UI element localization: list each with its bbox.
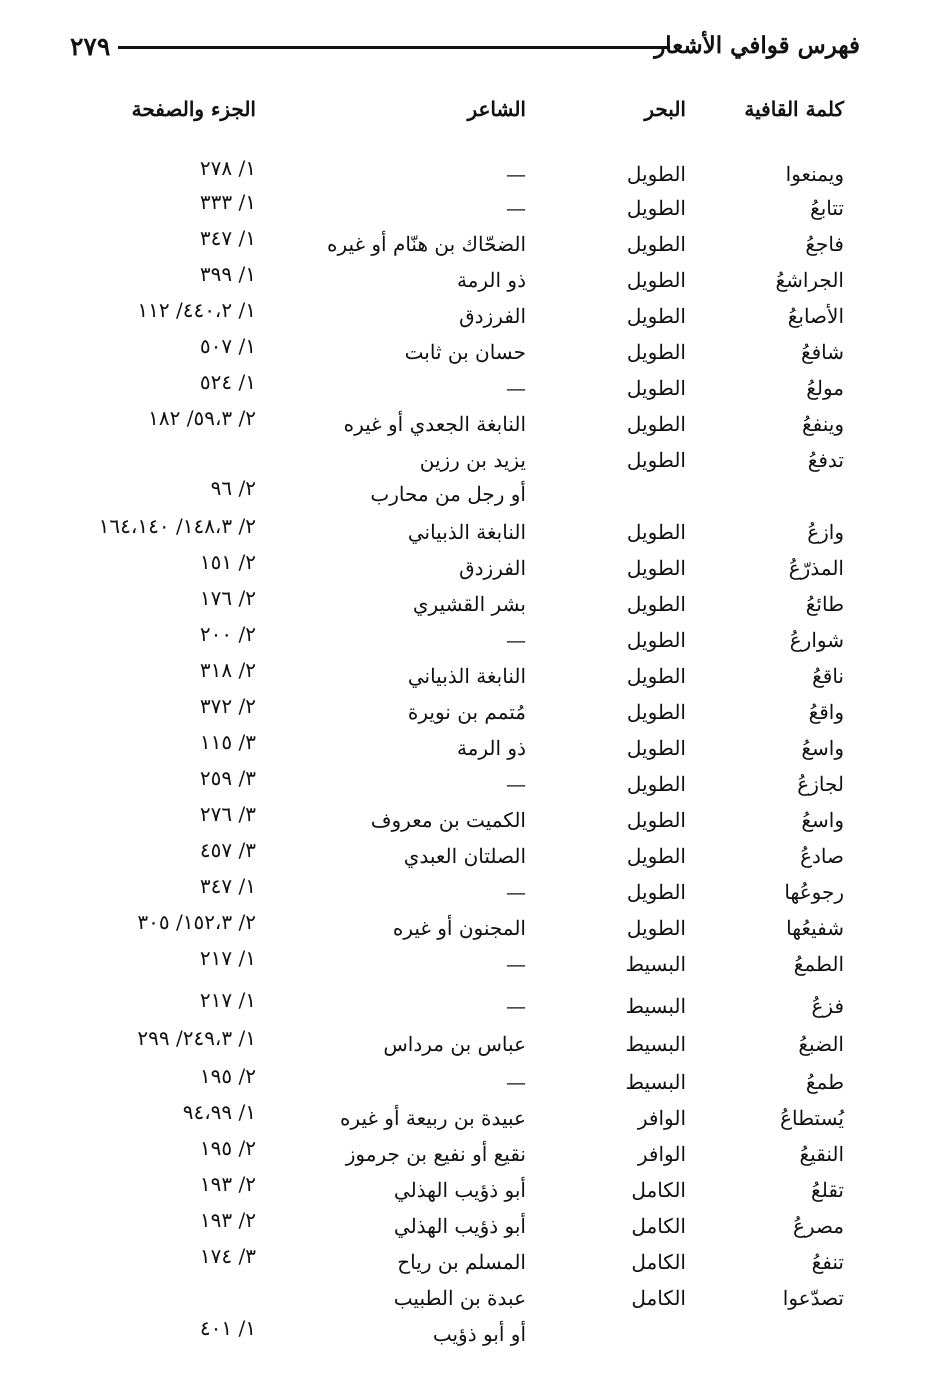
poet-name: الصلتان العبدي bbox=[403, 844, 526, 868]
meter: الطويل bbox=[626, 412, 686, 436]
volume-page-ref: ١/ ٢١٧ bbox=[199, 988, 256, 1012]
rhyme-word: الضبعُ bbox=[798, 1032, 844, 1056]
rhyme-word: طمعُ bbox=[805, 1070, 844, 1094]
volume-page-ref bbox=[26, 440, 256, 468]
meter: الطويل bbox=[626, 700, 686, 724]
rhyme-word bbox=[674, 1320, 844, 1348]
rhyme-word: شوارعُ bbox=[789, 628, 844, 652]
meter: الطويل bbox=[626, 592, 686, 616]
rhyme-word: صادعُ bbox=[800, 844, 844, 868]
meter: الطويل bbox=[626, 556, 686, 580]
volume-page-ref: ٢/ ٣١٨ bbox=[199, 658, 256, 682]
volume-page-ref: ١/ ٣٣٣ bbox=[199, 190, 256, 214]
rhyme-word: مولعُ bbox=[806, 376, 844, 400]
meter: الطويل bbox=[626, 880, 686, 904]
poet-name: — bbox=[506, 952, 526, 976]
meter: الطويل bbox=[626, 304, 686, 328]
poet-name: بشر القشيري bbox=[412, 592, 526, 616]
meter: الطويل bbox=[626, 196, 686, 220]
meter: الطويل bbox=[626, 232, 686, 256]
volume-page-ref: ٢/ ١٤٨،٣/ ١٦٤،١٤٠ bbox=[98, 514, 256, 538]
rhyme-word: شفيعُها bbox=[786, 916, 844, 940]
meter: الطويل bbox=[626, 664, 686, 688]
meter bbox=[576, 1320, 686, 1348]
rhyme-word: تتابعُ bbox=[810, 196, 844, 220]
rhyme-word: تقلعُ bbox=[811, 1178, 844, 1202]
page-title: فهرس قوافي الأشعار bbox=[654, 32, 860, 59]
meter: الطويل bbox=[626, 268, 686, 292]
meter: الطويل bbox=[626, 520, 686, 544]
volume-page-ref: ٢/ ١٧٦ bbox=[199, 586, 256, 610]
meter: الطويل bbox=[626, 736, 686, 760]
rhyme-word: شافعُ bbox=[800, 340, 844, 364]
volume-page-ref: ٣/ ٢٥٩ bbox=[199, 766, 256, 790]
volume-page-ref: ١/ ٥٢٤ bbox=[199, 370, 256, 394]
rhyme-word: وينفعُ bbox=[801, 412, 844, 436]
rhyme-word: فاجعُ bbox=[805, 232, 844, 256]
volume-page-ref: ٢/ ١٥٢،٣/ ٣٠٥ bbox=[137, 910, 256, 934]
volume-page-ref: ٣/ ٢٧٦ bbox=[199, 802, 256, 826]
volume-page-ref: ١/ ٣٤٧ bbox=[199, 226, 256, 250]
column-header-poet: الشاعر bbox=[467, 97, 526, 121]
volume-page-ref: ١/ ٤٤٠،٢/ ١١٢ bbox=[137, 298, 256, 322]
volume-page-ref: ١/ ٢٧٨ bbox=[199, 156, 256, 180]
rhyme-word: الأصابعُ bbox=[787, 304, 844, 328]
poet-name: — bbox=[506, 376, 526, 400]
rhyme-word: يُستطاعُ bbox=[780, 1106, 844, 1130]
rhyme-word: لجازعُ bbox=[797, 772, 844, 796]
meter: البسيط bbox=[625, 1070, 686, 1094]
rhyme-word: واسعُ bbox=[801, 808, 844, 832]
meter: الوافر bbox=[637, 1106, 686, 1130]
meter bbox=[576, 480, 686, 508]
poet-name: عبدة بن الطبيب bbox=[393, 1286, 526, 1310]
poet-name: نقيع أو نفيع بن جرموز bbox=[345, 1142, 526, 1166]
rhyme-word: واسعُ bbox=[801, 736, 844, 760]
poet-name: المسلم بن رياح bbox=[397, 1250, 526, 1274]
volume-page-ref: ١/ ٩٤،٩٩ bbox=[182, 1100, 256, 1124]
meter: البسيط bbox=[625, 952, 686, 976]
page-number: ٢٧٩ bbox=[70, 32, 111, 61]
rhyme-word: مصرعُ bbox=[792, 1214, 844, 1238]
poet-name: — bbox=[506, 880, 526, 904]
poet-name: — bbox=[506, 196, 526, 220]
rhyme-word: المذرّعُ bbox=[788, 556, 844, 580]
volume-page-ref: ٢/ ١٩٣ bbox=[199, 1172, 256, 1196]
poet-name: النابغة الذبياني bbox=[407, 664, 526, 688]
poet-name: — bbox=[506, 628, 526, 652]
poet-name: الكميت بن معروف bbox=[370, 808, 526, 832]
volume-page-ref: ٢/ ٣٧٢ bbox=[199, 694, 256, 718]
poet-name: — bbox=[506, 162, 526, 186]
poet-name: النابغة الجعدي أو غيره bbox=[343, 412, 526, 436]
meter: الطويل bbox=[626, 844, 686, 868]
volume-page-ref: ٣/ ١١٥ bbox=[199, 730, 256, 754]
volume-page-ref: ٢/ ٥٩،٣/ ١٨٢ bbox=[148, 406, 256, 430]
volume-page-ref: ١/ ٤٠١ bbox=[199, 1316, 256, 1340]
poet-name: أبو ذؤيب الهذلي bbox=[393, 1214, 526, 1238]
poet-name: مُتمم بن نويرة bbox=[407, 700, 526, 724]
poet-name: ذو الرمة bbox=[456, 736, 526, 760]
meter: الطويل bbox=[626, 772, 686, 796]
rhyme-word: فزعُ bbox=[811, 994, 844, 1018]
rhyme-word: تنفعُ bbox=[811, 1250, 844, 1274]
volume-page-ref: ٢/ ١٩٣ bbox=[199, 1208, 256, 1232]
meter: الطويل bbox=[626, 340, 686, 364]
rhyme-word: النقيعُ bbox=[799, 1142, 844, 1166]
rhyme-word: الطمعُ bbox=[793, 952, 844, 976]
rhyme-word: طائعُ bbox=[805, 592, 844, 616]
volume-page-ref: ٢/ ١٩٥ bbox=[199, 1136, 256, 1160]
meter: الطويل bbox=[626, 448, 686, 472]
poet-name: النابغة الذبياني bbox=[407, 520, 526, 544]
rhyme-word: ويمنعوا bbox=[785, 162, 844, 186]
meter: الوافر bbox=[637, 1142, 686, 1166]
volume-page-ref: ٢/ ١٩٥ bbox=[199, 1064, 256, 1088]
meter: البسيط bbox=[625, 994, 686, 1018]
poet-name: أبو ذؤيب الهذلي bbox=[393, 1178, 526, 1202]
volume-page-ref: ١/ ٥٠٧ bbox=[199, 334, 256, 358]
meter: الطويل bbox=[626, 916, 686, 940]
volume-page-ref: ٣/ ١٧٤ bbox=[199, 1244, 256, 1268]
poet-name: — bbox=[506, 772, 526, 796]
meter: الكامل bbox=[631, 1250, 686, 1274]
rhyme-word: رجوعُها bbox=[784, 880, 844, 904]
meter: الطويل bbox=[626, 808, 686, 832]
column-header-volume-page: الجزء والصفحة bbox=[131, 97, 256, 121]
rhyme-word: تدفعُ bbox=[807, 448, 844, 472]
rhyme-word bbox=[674, 480, 844, 508]
volume-page-ref: ٢/ ١٥١ bbox=[199, 550, 256, 574]
poet-name: حسان بن ثابت bbox=[404, 340, 526, 364]
volume-page-ref: ٢/ ٢٠٠ bbox=[199, 622, 256, 646]
meter: الكامل bbox=[631, 1178, 686, 1202]
poet-name: يزيد بن رزين bbox=[419, 448, 526, 472]
volume-page-ref: ١/ ٣٩٩ bbox=[199, 262, 256, 286]
meter: الطويل bbox=[626, 162, 686, 186]
poet-name: المجنون أو غيره bbox=[392, 916, 526, 940]
volume-page-ref: ٢/ ٩٦ bbox=[210, 476, 256, 500]
meter: الطويل bbox=[626, 628, 686, 652]
rhyme-word: تصدّعوا bbox=[782, 1286, 844, 1310]
poet-name: — bbox=[506, 994, 526, 1018]
poet-name: الفرزدق bbox=[459, 556, 526, 580]
poet-name: — bbox=[506, 1070, 526, 1094]
volume-page-ref: ١/ ٣٤٧ bbox=[199, 874, 256, 898]
rhyme-word: واقعُ bbox=[808, 700, 844, 724]
poet-name: أو أبو ذؤيب bbox=[432, 1322, 526, 1346]
poet-name: الضحّاك بن هنّام أو غيره bbox=[327, 232, 526, 256]
meter: البسيط bbox=[625, 1032, 686, 1056]
volume-page-ref bbox=[26, 1278, 256, 1306]
meter: الكامل bbox=[631, 1286, 686, 1310]
rhyme-word: وازعُ bbox=[807, 520, 844, 544]
column-header-meter: البحر bbox=[644, 97, 686, 121]
volume-page-ref: ٣/ ٤٥٧ bbox=[199, 838, 256, 862]
poet-name: ذو الرمة bbox=[456, 268, 526, 292]
volume-page-ref: ١/ ٢٤٩،٣/ ٢٩٩ bbox=[137, 1026, 256, 1050]
poet-name: الفرزدق bbox=[459, 304, 526, 328]
poet-name: أو رجل من محارب bbox=[370, 482, 526, 506]
volume-page-ref: ١/ ٢١٧ bbox=[199, 946, 256, 970]
meter: الكامل bbox=[631, 1214, 686, 1238]
column-header-rhyme-word: كلمة القافية bbox=[744, 97, 844, 121]
rhyme-word: ناقعُ bbox=[812, 664, 844, 688]
poet-name: عباس بن مرداس bbox=[383, 1032, 526, 1056]
poet-name: عبيدة بن ربيعة أو غيره bbox=[339, 1106, 526, 1130]
meter: الطويل bbox=[626, 376, 686, 400]
rhyme-word: الجراشعُ bbox=[775, 268, 844, 292]
